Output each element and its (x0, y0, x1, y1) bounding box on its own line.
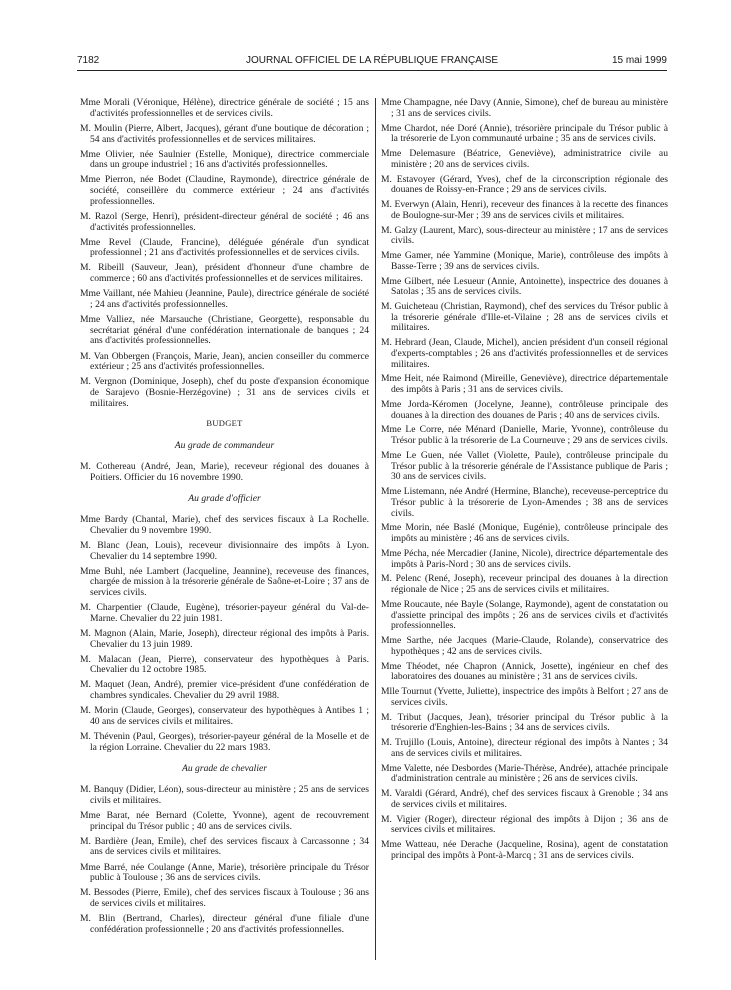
honoree-entry: M. Thévenin (Paul, Georges), trésorier-payeur général de la Moselle et de la région Lorraine. Chevalier du 22 mars 1983. (80, 731, 369, 753)
chevalier-entry-list (80, 785, 369, 935)
section-title-budget: BUDGET (206, 418, 243, 429)
right-column (381, 98, 668, 866)
honoree-entry: M. Estavoyer (Gérard, Yves), chef de la circonscription régionale des douanes de Roissy-en-France ; 29 ans de services civils. (381, 173, 668, 196)
honoree-entry: Mme Gilbert, née Lesueur (Annie, Antoinette), inspectrice des douanes à Satolas ; 35 ans de services civils. (381, 275, 668, 298)
honoree-entry: M. Malacan (Jean, Pierre), conservateur des hypothèques à Paris. Chevalier du 12 octobre 1985. (80, 653, 369, 676)
honoree-entry: Mme Heit, née Raimond (Mireille, Geneviève), directrice départementale des impôts à Paris ; 31 ans de services civils. (381, 373, 668, 396)
officier-entry-list (80, 515, 369, 753)
honoree-entry: M. Morin (Claude, Georges), conservateur des hypothèques à Antibes 1 ; 40 ans de services civils et militaires. (80, 705, 369, 727)
left-column (80, 98, 369, 940)
honoree-entry: M. Van Obbergen (François, Marie, Jean), ancien conseiller du commerce extérieur ; 25 ans d'activités professionnelles. (80, 350, 369, 373)
honoree-entry: M. Pelenc (René, Joseph), receveur principal des douanes à la direction régionale de Nice ; 25 ans de services civils et militaires. (381, 573, 668, 596)
honoree-entry: Mme Chardot, née Doré (Annie), trésorière principale du Trésor public à la trésorerie de Lyon communauté urbaine ; 35 ans de services civils. (381, 122, 668, 145)
honoree-entry: M. Razol (Serge, Henri), président-directeur général de société ; 46 ans d'activités professionnelles. (80, 210, 369, 233)
journal-title: JOURNAL OFFICIEL DE LA RÉPUBLIQUE FRANÇAISE (245, 55, 499, 66)
honoree-entry: Mme Théodet, née Chapron (Annick, Josette), ingénieur en chef des laboratoires des douanes au ministère ; 31 ans de services civils. (381, 660, 668, 683)
honoree-entry: M. Galzy (Laurent, Marc), sous-directeur au ministère ; 17 ans de services civils. (381, 224, 668, 247)
honoree-entry: Mme Pécha, née Mercadier (Janine, Nicole), directrice départementale des impôts à Paris-Nord ; 30 ans de services civils. (381, 547, 668, 570)
page-header (77, 55, 667, 69)
honoree-entry: Mme Morali (Véronique, Hélène), directrice générale de société ; 15 ans d'activités professionnelles et de services civils. (80, 97, 369, 119)
column-divider (375, 98, 376, 960)
honoree-entry: M. Tribut (Jacques, Jean), trésorier principal du Trésor public à la trésorerie d'Enghien-les-Bains ; 34 ans de services civils. (381, 711, 668, 734)
grade-heading-officier: Au grade d'officier (188, 493, 261, 505)
honoree-entry: Mme Bardy (Chantal, Marie), chef des services fiscaux à La Rochelle. Chevalier du 9 novembre 1990. (80, 514, 369, 536)
honoree-entry: M. Guicheteau (Christian, Raymond), chef des services du Trésor public à la trésorerie générale d'Ille-et-Vilaine ; 28 ans de services civils et militaires. (381, 301, 668, 334)
honoree-entry: Mme Le Guen, née Vallet (Violette, Paule), contrôleuse principale du Trésor public à la trésorerie générale de l'Assistance publique de Paris ; 30 ans de services civils. (381, 449, 668, 483)
honoree-entry: M. Bardière (Jean, Emile), chef des services fiscaux à Carcassonne ; 34 ans de services civils et militaires. (80, 835, 369, 858)
right-entry-list (381, 98, 668, 861)
honoree-entry: Mme Olivier, née Saulnier (Estelle, Monique), directrice commerciale dans un groupe industriel ; 16 ans d'activités professionnelles. (80, 148, 369, 171)
honoree-entry: M. Blanc (Jean, Louis), receveur divisionnaire des impôts à Lyon. Chevalier du 14 septembre 1990. (80, 539, 369, 562)
honoree-entry: M. Charpentier (Claude, Eugène), trésorier-payeur général du Val-de-Marne. Chevalier du 22 juin 1981. (80, 602, 369, 624)
honoree-entry: Mme Valette, née Desbordes (Marie-Thérèse, Andrée), attachée principale d'administration centrale au ministère ; 26 ans de services civils. (381, 762, 668, 785)
honoree-entry: Mme Le Corre, née Ménard (Danielle, Marie, Yvonne), contrôleuse du Trésor public à la trésorerie de La Courneuve ; 29 ans de services civils. (381, 424, 668, 447)
honoree-entry: Mme Sarthe, née Jacques (Marie-Claude, Rolande), conservatrice des hypothèques ; 42 ans de services civils. (381, 635, 668, 657)
grade-heading-chevalier: Au grade de chevalier (182, 763, 267, 775)
honoree-entry: M. Ribeill (Sauveur, Jean), président d'honneur d'une chambre de commerce ; 60 ans d'activités professionnelles et de services militaires. (80, 262, 369, 285)
honoree-entry: Mme Vaillant, née Mahieu (Jeannine, Paule), directrice générale de société ; 24 ans d'activités professionnelles. (80, 288, 369, 310)
honoree-entry: Mme Buhl, née Lambert (Jacqueline, Jeannine), receveuse des finances, chargée de mission à la trésorerie générale de Saône-et-Loire ; 37 ans de services civils. (80, 565, 369, 598)
honoree-entry: Mme Valliez, née Marsauche (Christiane, Georgette), responsable du secrétariat général d'une confédération internationale de banques ; 24 ans d'activités professionnelles. (80, 314, 369, 347)
intro-entry-list (80, 98, 369, 409)
honoree-entry: Mme Roucaute, née Bayle (Solange, Raymonde), agent de constatation ou d'assiette principal des impôts ; 26 ans de services civils et d'activités professionnelles. (381, 598, 668, 632)
honoree-entry: M. Hebrard (Jean, Claude, Michel), ancien président d'un conseil régional d'experts-comptables ; 26 ans d'activités professionnelles et de services militaires. (381, 337, 668, 370)
honoree-entry: Mme Pierron, née Bodet (Claudine, Raymonde), directrice générale de société, conseillère du commerce extérieur ; 24 ans d'activités professionnelles. (80, 174, 369, 207)
honoree-entry: Mme Morin, née Baslé (Monique, Eugénie), contrôleuse principale des impôts au ministère ; 46 ans de services civils. (381, 522, 668, 545)
grade-heading-commandeur: Au grade de commandeur (174, 440, 275, 452)
honoree-entry: Mme Revel (Claude, Francine), déléguée générale d'un syndicat professionnel ; 21 ans d'activités professionnelles et de services civils. (80, 236, 369, 259)
honoree-entry: Mlle Tournut (Yvette, Juliette), inspectrice des impôts à Belfort ; 27 ans de services civils. (381, 686, 668, 708)
honoree-entry: M. Bessodes (Pierre, Emile), chef des services fiscaux à Toulouse ; 36 ans de services civils et militaires. (80, 887, 369, 910)
honoree-entry: M. Moulin (Pierre, Albert, Jacques), gérant d'une boutique de décoration ; 54 ans d'activités professionnelles et de services militaires. (80, 122, 369, 145)
honoree-entry: M. Varaldi (Gérard, André), chef des services fiscaux à Grenoble ; 34 ans de services civils et militaires. (381, 788, 668, 810)
honoree-entry: M. Cothereau (André, Jean, Marie), receveur régional des douanes à Poitiers. Officier du 16 novembre 1990. (80, 460, 369, 483)
honoree-entry: Mme Barat, née Bernard (Colette, Yvonne), agent de recouvrement principal du Trésor public ; 40 ans de services civils. (80, 809, 369, 832)
honoree-entry: Mme Jorda-Kéromen (Jocelyne, Jeanne), contrôleuse principale des douanes à la direction des douanes de Paris ; 40 ans de services civils. (381, 398, 668, 421)
honoree-entry: Mme Delemasure (Béatrice, Geneviève), administratrice civile au ministère ; 20 ans de services civils. (381, 148, 668, 170)
honoree-entry: M. Vigier (Roger), directeur régional des impôts à Dijon ; 36 ans de services civils et militaires. (381, 813, 668, 836)
honoree-entry: Mme Listemann, née André (Hermine, Blanche), receveuse-perceptrice du Trésor public à la trésorerie de Lyon-Amendes ; 38 ans de services civils. (381, 486, 668, 519)
issue-date: 15 mai 1999 (611, 55, 667, 66)
honoree-entry: M. Vergnon (Dominique, Joseph), chef du poste d'expansion économique de Sarajevo (Bosnie-Herzégovine) ; 31 ans de services civils et militaires. (80, 376, 369, 409)
header-rule (77, 70, 667, 71)
honoree-entry: Mme Gamer, née Yammine (Monique, Marie), contrôleuse des impôts à Basse-Terre ; 39 ans de services civils. (381, 250, 668, 272)
honoree-entry: M. Banquy (Didier, Léon), sous-directeur au ministère ; 25 ans de services civils et militaires. (80, 784, 369, 806)
page-number: 7182 (77, 55, 100, 66)
honoree-entry: M. Everwyn (Alain, Henri), receveur des finances à la recette des finances de Boulogne-sur-Mer ; 39 ans de services civils et militaires. (381, 199, 668, 221)
honoree-entry: M. Magnon (Alain, Marie, Joseph), directeur régional des impôts à Paris. Chevalier du 13 juin 1989. (80, 627, 369, 650)
honoree-entry: Mme Champagne, née Davy (Annie, Simone), chef de bureau au ministère ; 31 ans de services civils. (381, 97, 668, 119)
honoree-entry: Mme Barré, née Coulange (Anne, Marie), trésorière principale du Trésor public à Toulouse ; 36 ans de services civils. (80, 861, 369, 884)
honoree-entry: Mme Watteau, née Derache (Jacqueline, Rosina), agent de constatation principal des impôts à Pont-à-Marcq ; 31 ans de services civils. (381, 839, 668, 861)
honoree-entry: M. Trujillo (Louis, Antoine), directeur régional des impôts à Nantes ; 34 ans de services civils et militaires. (381, 737, 668, 759)
honoree-entry: M. Maquet (Jean, André), premier vice-président d'une confédération de chambres syndicales. Chevalier du 29 avril 1988. (80, 679, 369, 702)
commandeur-entry-list (80, 462, 369, 483)
honoree-entry: M. Blin (Bertrand, Charles), directeur général d'une filiale d'une confédération professionnelle ; 20 ans d'activités professionnelles. (80, 913, 369, 935)
